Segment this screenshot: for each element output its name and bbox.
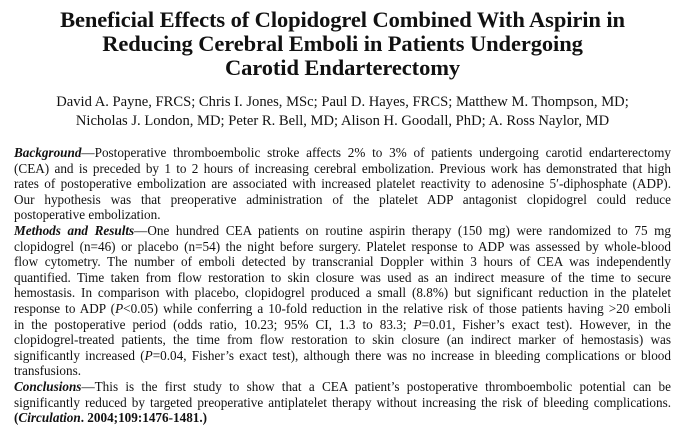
abstract-line: significantly reduced by targeted preoperative antiplatelet therapy without increasing the risk of bleeding complications. <box>14 394 671 410</box>
abstract-line: (CEA) and is preceded by 1 to 2 hours of increasing cerebral embolization. Previous work has demonstrated that high <box>14 160 671 176</box>
abstract-line: Methods and Results—One hundred CEA patients on routine aspirin therapy (150 mg) were randomized to 75 mg <box>14 222 671 238</box>
methods-heading: Methods and Results <box>14 222 135 238</box>
abstract-line: hemostasis. In comparison with placebo, clopidogrel produced a small (8.8%) but significant reduction in the platelet <box>14 285 671 301</box>
conclusions-section <box>14 379 671 426</box>
journal-name: Circulation <box>18 410 81 426</box>
abstract-line: postoperative embolization. <box>14 207 161 223</box>
title-line: Reducing Cerebral Emboli in Patients Undergoing <box>102 31 583 56</box>
title-line: Beneficial Effects of Clopidogrel Combined With Aspirin in <box>60 7 625 32</box>
abstract-line: quantified. Time taken from flow restoration to skin closure was used as an indirect measure of the time to secure <box>14 269 671 285</box>
citation: (Circulation. 2004;109:1476-1481.) <box>14 410 208 426</box>
abstract-line: significantly increased (P=0.04, Fisher’s exact test), although there was no increase in bleeding complications or blood <box>14 347 671 363</box>
methods-section <box>14 223 671 379</box>
author-list <box>14 93 671 131</box>
abstract-line: in the postoperative period (odds ratio, 10.23; 95% CI, 1.3 to 83.3; P=0.01, Fisher’s exact test). However, in the <box>14 316 671 332</box>
author-line: Nicholas J. London, MD; Peter R. Bell, MD; Alison H. Goodall, PhD; A. Ross Naylor, MD <box>75 113 610 129</box>
background-section <box>14 145 671 223</box>
abstract-line: Our hypothesis was that preoperative administration of the platelet ADP antagonist clopidogrel could reduce <box>14 191 671 207</box>
paper-title <box>14 8 671 80</box>
abstract-line: clopidogrel-treated patients, the time from flow restoration to skin closure (an indirect marker of hemostasis) was <box>14 332 671 348</box>
conclusions-heading: Conclusions <box>14 378 82 394</box>
abstract <box>14 145 671 426</box>
abstract-line: Background—Postoperative thromboembolic stroke affects 2% to 3% of patients undergoing carotid endarterectomy <box>14 145 671 160</box>
abstract-line: clopidogrel (n=46) or placebo (n=54) the night before surgery. Platelet response to ADP was assessed by whole-blood <box>14 238 671 254</box>
abstract-line: transfusions. <box>14 363 82 379</box>
abstract-line: flow cytometry. The number of emboli detected by transcranial Doppler within 3 hours of CEA was independently <box>14 254 671 270</box>
abstract-line: Conclusions—This is the first study to show that a CEA patient’s postoperative thromboembolic potential can be <box>14 378 671 394</box>
author-line: David A. Payne, FRCS; Chris I. Jones, MSc; Paul D. Hayes, FRCS; Matthew M. Thompson, MD; <box>56 94 629 110</box>
abstract-line: rates of postoperative embolization are associated with increased platelet reactivity to adenosine 5′-diphosphate (ADP). <box>14 176 671 192</box>
title-line: Carotid Endarterectomy <box>224 55 461 80</box>
abstract-line: response to ADP (P<0.05) while conferring a 10-fold reduction in the relative risk of those patients having >20 emboli <box>14 300 671 316</box>
background-heading: Background <box>14 145 82 160</box>
